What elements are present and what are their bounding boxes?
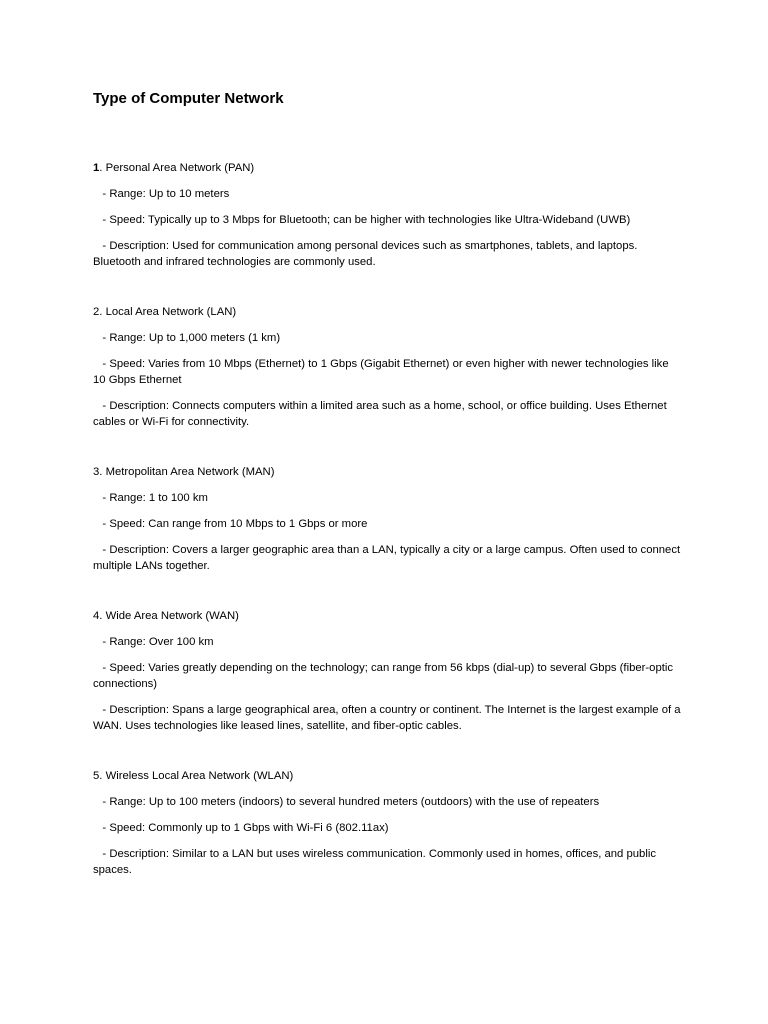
speed-line: - Speed: Commonly up to 1 Gbps with Wi-Fi 6 (802.11ax) bbox=[93, 822, 389, 834]
speed-line: - Speed: Typically up to 3 Mbps for Bluetooth; can be higher with technologies like Ultra-Wideband (UWB) bbox=[93, 214, 631, 226]
description-line: - Description: Spans a large geographical area, often a country or continent. The Internet is the largest example of a WAN. Uses technologies like leased lines, satellite, and fiber-optic cables. bbox=[93, 704, 684, 732]
section-title: . Wireless Local Area Network (WLAN) bbox=[99, 770, 294, 782]
speed-line: - Speed: Can range from 10 Mbps to 1 Gbps or more bbox=[93, 518, 368, 530]
section-title: . Metropolitan Area Network (MAN) bbox=[99, 466, 275, 478]
section-heading bbox=[93, 608, 683, 624]
section-number: 5 bbox=[93, 770, 100, 782]
section-number: 1 bbox=[93, 162, 100, 174]
description-line: - Description: Connects computers within a limited area such as a home, school, or office building. Uses Ethernet cables or Wi-Fi for connectivity. bbox=[93, 400, 670, 428]
section-title: . Local Area Network (LAN) bbox=[99, 306, 237, 318]
section-pan bbox=[93, 160, 683, 270]
section-man bbox=[93, 464, 683, 574]
range-line: - Range: Up to 1,000 meters (1 km) bbox=[93, 332, 281, 344]
section-heading bbox=[93, 160, 683, 176]
range-line: - Range: Up to 100 meters (indoors) to several hundred meters (outdoors) with the use of repeaters bbox=[93, 796, 600, 808]
speed-line: - Speed: Varies greatly depending on the technology; can range from 56 kbps (dial-up) to several Gbps (fiber-optic connections) bbox=[93, 662, 677, 690]
range-line: - Range: 1 to 100 km bbox=[93, 492, 208, 504]
description-line: - Description: Used for communication among personal devices such as smartphones, tablets, and laptops. Bluetooth and infrared technologies are commonly used. bbox=[93, 240, 641, 268]
range-line: - Range: Up to 10 meters bbox=[93, 188, 230, 200]
description-line: - Description: Similar to a LAN but uses wireless communication. Commonly used in homes, offices, and public spaces. bbox=[93, 848, 660, 876]
section-number: 4 bbox=[93, 610, 100, 622]
description-line: - Description: Covers a larger geographic area than a LAN, typically a city or a large campus. Often used to connect multiple LANs together. bbox=[93, 544, 684, 572]
section-number: 3 bbox=[93, 466, 100, 478]
section-heading bbox=[93, 768, 683, 784]
section-number: 2 bbox=[93, 306, 100, 318]
page-title: Type of Computer Network bbox=[93, 90, 284, 107]
section-heading bbox=[93, 464, 683, 480]
speed-line: - Speed: Varies from 10 Mbps (Ethernet) to 1 Gbps (Gigabit Ethernet) or even higher with newer technologies like 10 Gbps Ethernet bbox=[93, 358, 672, 386]
section-title: . Personal Area Network (PAN) bbox=[99, 162, 255, 174]
document-page bbox=[93, 88, 683, 878]
section-lan bbox=[93, 304, 683, 430]
section-wan bbox=[93, 608, 683, 734]
range-line: - Range: Over 100 km bbox=[93, 636, 214, 648]
section-wlan bbox=[93, 768, 683, 878]
section-title: . Wide Area Network (WAN) bbox=[99, 610, 239, 622]
section-heading bbox=[93, 304, 683, 320]
